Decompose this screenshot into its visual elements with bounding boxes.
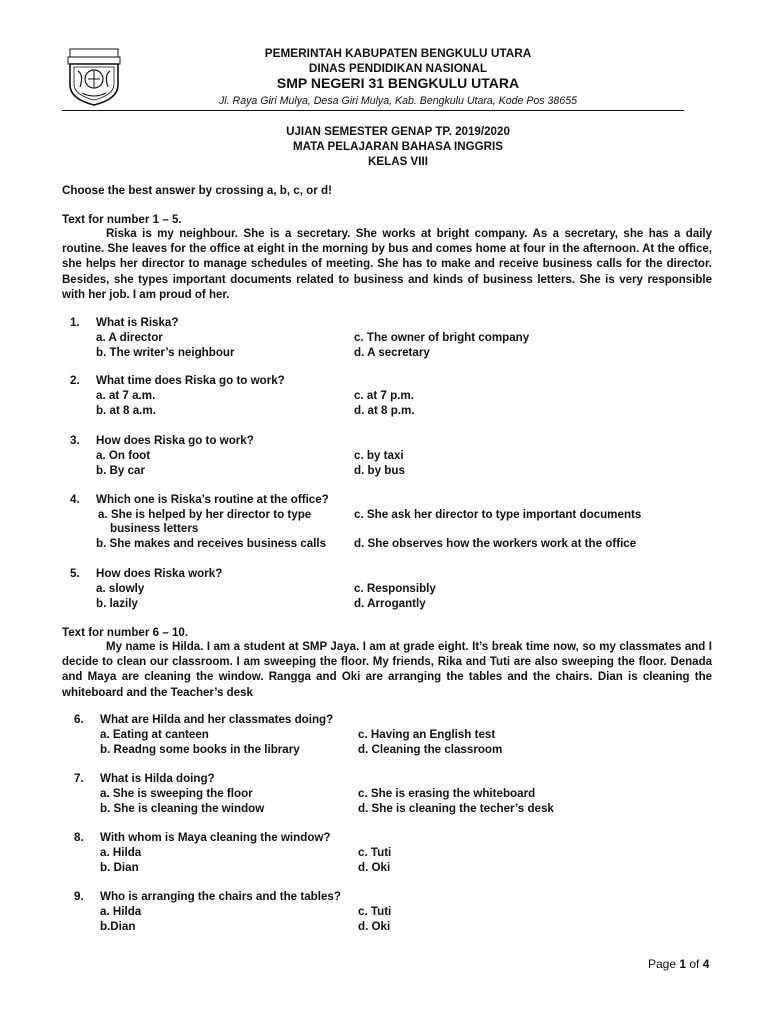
option-c[interactable]: c. Having an English test <box>358 728 496 741</box>
option-b[interactable]: b.Dian <box>100 920 136 933</box>
option-d[interactable]: d. Oki <box>358 861 391 874</box>
question-number: 2. <box>70 374 80 387</box>
instruction: Choose the best answer by crossing a, b, c, or d! <box>62 184 332 197</box>
question-number: 3. <box>70 434 80 447</box>
question-text: What time does Riska go to work? <box>96 374 285 387</box>
text1-passage <box>62 227 712 303</box>
text1-body: Riska is my neighbour. She is a secretary. She works at bright company. As a secretary, she has a daily routine. She leaves for the office at eight in the morning by bus and comes home at four in the afternoon. At the office, she helps her director to manage schedules of meeting. She has to make and receive business calls for the director. Besides, she types important documents related to business and kinds of business letters. She is very responsible with her job. I am proud of her. <box>62 228 712 301</box>
option-a[interactable]: a. Hilda <box>100 846 142 859</box>
question-number: 7. <box>74 772 84 785</box>
option-b[interactable]: b. Readng some books in the library <box>100 743 300 756</box>
question-number: 6. <box>74 713 84 726</box>
option-d[interactable]: d. Cleaning the classroom <box>358 743 503 756</box>
text2-passage <box>62 640 712 701</box>
option-b[interactable]: b. lazily <box>96 597 138 610</box>
option-b[interactable]: b. She makes and receives business calls <box>96 537 327 550</box>
option-b[interactable]: b. at 8 a.m. <box>96 404 156 417</box>
page-total: 4 <box>702 957 710 971</box>
option-c[interactable]: c. Responsibly <box>354 582 436 595</box>
option-a[interactable]: a. A director <box>96 331 163 344</box>
question-text: What are Hilda and her classmates doing? <box>100 713 334 726</box>
option-a[interactable]: a. Eating at canteen <box>100 728 209 741</box>
option-d[interactable]: d. by bus <box>354 464 405 477</box>
option-b[interactable]: b. By car <box>96 464 145 477</box>
question-text: What is Hilda doing? <box>100 772 215 785</box>
question-text: With whom is Maya cleaning the window? <box>100 831 331 844</box>
header-address: Jl. Raya Giri Mulya, Desa Giri Mulya, Kab. Bengkulu Utara, Kode Pos 38655 <box>219 95 577 107</box>
question-text: How does Riska go to work? <box>96 434 254 447</box>
text2-body: My name is Hilda. I am a student at SMP Jaya. I am at grade eight. It’s break time now, so my classmates and I decide to clean our classroom. I am sweeping the floor. My friends, Rika and Tuti are also sweeping the floor. Denada and Maya are cleaning the window. Rangga and Oki are arranging the tables and the chairs. Dian is cleaning the whiteboard and the Teacher’s desk <box>62 641 712 699</box>
question-text: How does Riska work? <box>96 567 223 580</box>
option-d[interactable]: d. She is cleaning the techer’s desk <box>358 802 554 815</box>
question-number: 9. <box>74 890 84 903</box>
option-a[interactable]: a. She is helped by her director to type <box>98 508 312 521</box>
option-c[interactable]: c. The owner of bright company <box>354 331 530 344</box>
option-b[interactable]: b. Dian <box>100 861 139 874</box>
question-number: 1. <box>70 316 80 329</box>
regency-logo <box>64 47 124 107</box>
option-d[interactable]: d. She observes how the workers work at the office <box>354 537 637 550</box>
question-number: 8. <box>74 831 84 844</box>
text1-heading: Text for number 1 – 5. <box>62 213 182 226</box>
option-a[interactable]: a. Hilda <box>100 905 142 918</box>
option-a[interactable]: a. at 7 a.m. <box>96 389 156 402</box>
option-c[interactable]: c. She is erasing the whiteboard <box>358 787 536 800</box>
exam-class: KELAS VIII <box>368 155 428 168</box>
option-d[interactable]: d. at 8 p.m. <box>354 404 415 417</box>
header-school-name: SMP NEGERI 31 BENGKULU UTARA <box>276 75 520 91</box>
exam-title: UJIAN SEMESTER GENAP TP. 2019/2020 <box>286 125 510 138</box>
question-number: 5. <box>70 567 80 580</box>
exam-subject: MATA PELAJARAN BAHASA INGGRIS <box>293 140 503 153</box>
question-text: What is Riska? <box>96 316 179 329</box>
option-c[interactable]: c. at 7 p.m. <box>354 389 414 402</box>
option-c[interactable]: c. Tuti <box>358 905 392 918</box>
question-text: Which one is Riska’s routine at the office? <box>96 493 329 506</box>
page-current: 1 <box>679 957 687 971</box>
header-divider <box>62 110 684 111</box>
option-a[interactable]: a. slowly <box>96 582 145 595</box>
option-a-continued: business letters <box>110 522 199 535</box>
option-c[interactable]: c. She ask her director to type important documents <box>354 508 642 521</box>
question-number: 4. <box>70 493 80 506</box>
option-a[interactable]: a. She is sweeping the floor <box>100 787 253 800</box>
option-d[interactable]: d. Oki <box>358 920 391 933</box>
option-b[interactable]: b. She is cleaning the window <box>100 802 265 815</box>
page-label: Page <box>648 957 680 971</box>
option-d[interactable]: d. A secretary <box>354 346 430 359</box>
option-d[interactable]: d. Arrogantly <box>354 597 426 610</box>
option-a[interactable]: a. On foot <box>96 449 151 462</box>
option-c[interactable]: c. Tuti <box>358 846 392 859</box>
option-c[interactable]: c. by taxi <box>354 449 404 462</box>
page-separator: of <box>686 957 703 971</box>
page-number <box>648 957 709 971</box>
header-department: DINAS PENDIDIKAN NASIONAL <box>308 61 488 75</box>
question-text: Who is arranging the chairs and the tables? <box>100 890 341 903</box>
header-government: PEMERINTAH KABUPATEN BENGKULU UTARA <box>264 46 532 60</box>
text2-heading: Text for number 6 – 10. <box>62 626 189 639</box>
option-b[interactable]: b. The writer’s neighbour <box>96 346 235 359</box>
